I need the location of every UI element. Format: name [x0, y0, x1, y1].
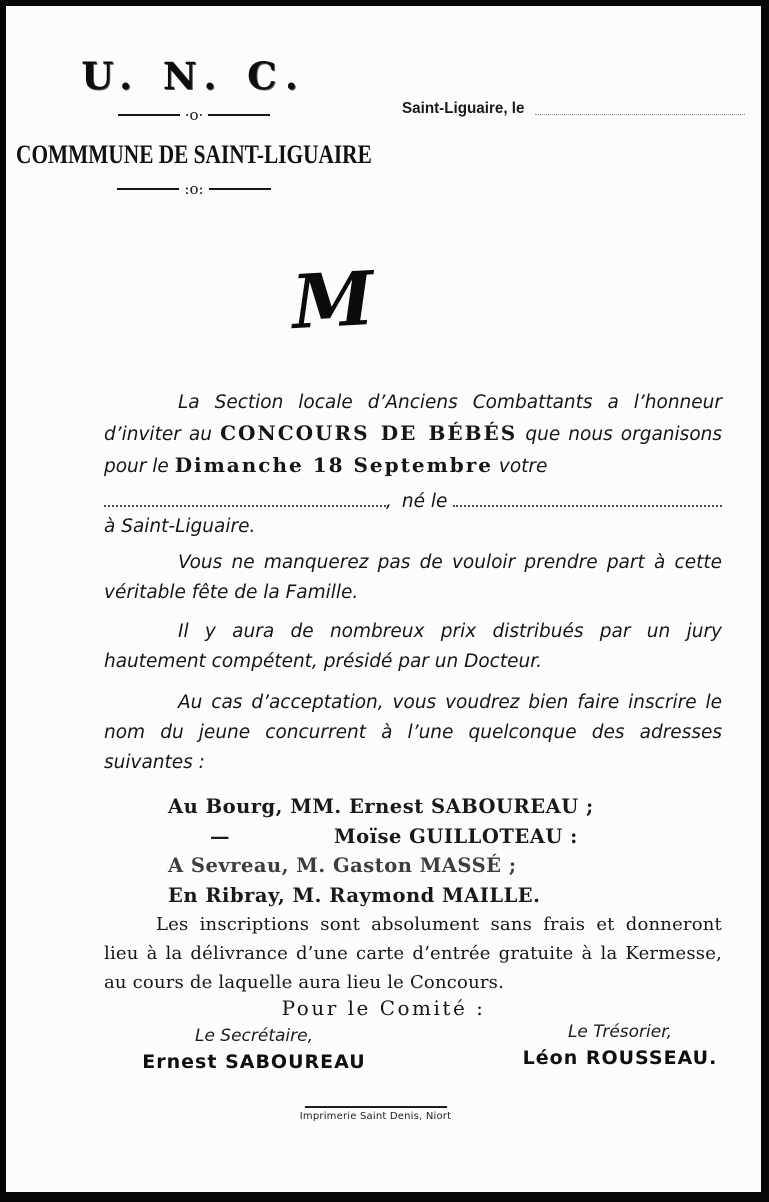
paragraph-free-entry: Les inscriptions sont absolument sans frais et donneront lieu à la délivrance d’une carte d’entrée gratuite à la Kermesse, au cours de laquelle aura lieu le Concours.: [104, 914, 722, 993]
ornament-rule-right: [209, 188, 271, 190]
intro-text-3: votre: [498, 456, 548, 477]
letterhead: [16, 54, 372, 198]
name-fill-line: [104, 482, 722, 512]
printer-imprint: [6, 1106, 761, 1122]
secretary-role: Le Secrétaire,: [194, 1026, 314, 1046]
treasurer-signature-block: [504, 1022, 736, 1069]
secretary-name: Ernest SABOUREAU: [142, 1051, 366, 1073]
address-name: Moïse GUILLOTEAU :: [334, 824, 578, 848]
place-line: à Saint-Liguaire.: [104, 516, 256, 537]
date-fill-line: [535, 113, 745, 115]
committee-label: Pour le Comité :: [281, 996, 486, 1020]
birthdate-blank-line: [453, 505, 722, 507]
divider-ornament-icon: [26, 106, 362, 124]
ornament-rule-right: [208, 114, 270, 116]
ornament-rule-left: [118, 114, 180, 116]
paragraph-intro: [104, 388, 722, 482]
paragraph-inscription: Au cas d’acceptation, vous voudrez bien faire inscrire le nom du jeune concurrent à l’une quelconque des adresses suivantes :: [104, 692, 722, 773]
divider-ornament-icon: [26, 180, 362, 198]
contest-date: Dimanche 18 Septembre: [174, 453, 494, 477]
born-label: né le: [401, 491, 448, 512]
dateline-label: Saint-Liguaire, le: [402, 100, 525, 117]
letter-body: [104, 388, 722, 997]
imprint-text: Imprimerie Saint Denis, Niort: [299, 1111, 452, 1122]
treasurer-name: Léon ROUSSEAU.: [522, 1047, 718, 1069]
address-line: Au Bourg, MM. Ernest SABOUREAU ;: [168, 795, 594, 818]
salutation-initial: M: [289, 255, 377, 347]
ditto-dash: —: [210, 824, 230, 848]
fill-comma: ,: [386, 491, 392, 512]
address-line: A Sevreau, M. Gaston MASSÉ ;: [168, 854, 517, 877]
ornament-rule-left: [117, 188, 179, 190]
address-line: En Ribray, M. Raymond MAILLE.: [168, 883, 541, 907]
address-line: [168, 822, 722, 852]
contest-title: CONCOURS DE BÉBÉS: [220, 421, 518, 445]
address-list: [168, 792, 722, 910]
name-blank-line: [104, 505, 386, 507]
paragraph-family: Vous ne manquerez pas de vouloir prendre part à cette véritable fête de la Famille.: [104, 552, 722, 603]
secretary-signature-block: [122, 1026, 386, 1073]
dateline: [402, 100, 745, 118]
org-title: U. N. C.: [81, 54, 307, 98]
paragraph-jury: Il y aura de nombreux prix distribués par un jury hautement compétent, présidé par un Docteur.: [104, 621, 722, 672]
intro-text-2: que nous organisons pour le: [104, 424, 722, 477]
treasurer-role: Le Trésorier,: [567, 1022, 673, 1042]
intro-text-1: La Section locale d’Anciens Combattants a l’honneur d’inviter au: [104, 392, 722, 445]
imprint-rule: [305, 1106, 447, 1108]
ornament-center-glyph: ·o·: [184, 106, 204, 124]
commune-title: COMMMUNE DE SAINT-LIGUAIRE: [16, 140, 372, 169]
ornament-center-glyph: :o:: [184, 180, 204, 198]
